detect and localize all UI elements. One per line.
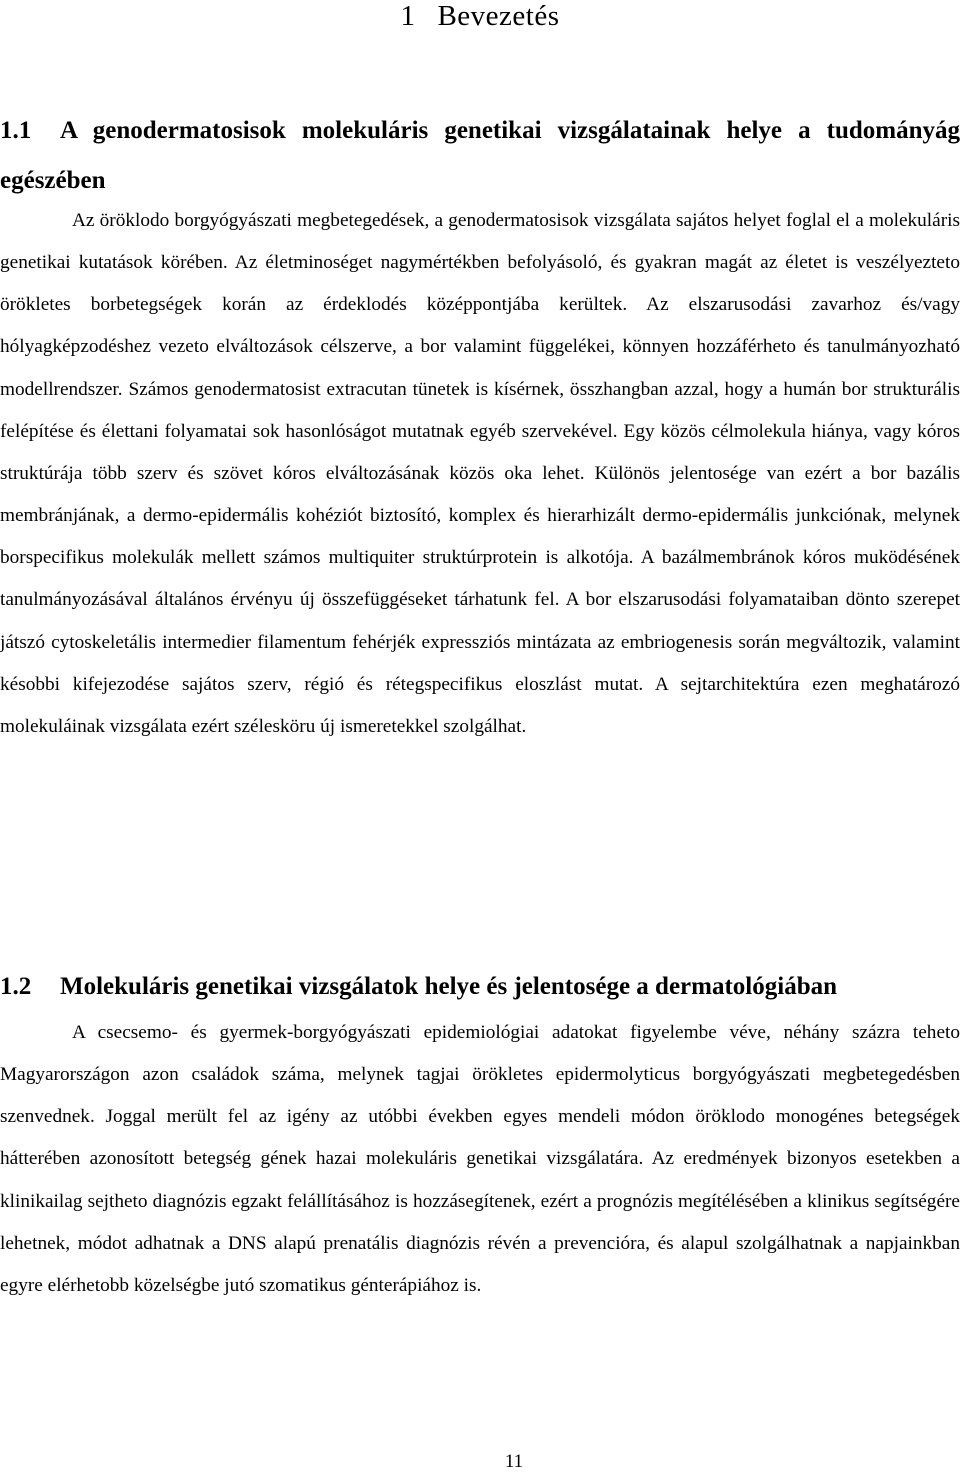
- section-1-1-paragraph: Az öröklodo borgyógyászati megbetegedések, a genodermatosisok vizsgálata sajátos helyet foglal el a molekuláris genetikai kutatások körében. Az életminoséget nagymértékben befolyásoló, és gyakran magát az életet is veszélyezteto örökletes borbetegségek korán az érdeklodés középpontjába kerültek. Az elszarusodási zavarhoz és/vagy hólyagképzodéshez vezeto elváltozások célszerve, a bor valamint függelékei, könnyen hozzáférheto és tanulmányozható modellrendszer. Számos genodermatosist extracutan tünetek is kísérnek, összhangban azzal, hogy a humán bor strukturális felépítése és élettani folyamatai sok hasonlóságot mutatnak egyéb szervekével. Egy közös célmolekula hiánya, vagy kóros struktúrája több szerv és szövet kóros elváltozásának közös oka lehet. Különös jelentosége van ezért a bor bazális membránjának, a dermo-epidermális kohéziót biztosító, komplex és hierarhizált dermo-epidermális junkciónak, melynek borspecifikus molekulák mellett számos multiquiter struktúrprotein is alkotója. A bazálmembránok kóros muködésének tanulmányozásával általános érvényu új összefüggéseket tárhatunk fel. A bor elszarusodási folyamataiban dönto szerepet játszó cytoskeletális intermedier filamentum fehérjék expressziós mintázata az embriogenesis során megváltozik, valamint késobbi kifejezodése sajátos szerv, régió és rétegspecifikus eloszlást mutat. A sejtarchitektúra ezen meghatározó molekuláinak vizsgálata ezért szélesköru új ismeretekkel szolgálhat.: [0, 210, 960, 737]
- section-1-2-title: Molekuláris genetikai vizsgálatok helye és jelentosége a dermatológiában: [60, 973, 838, 1000]
- section-1-1-number: 1.1: [0, 117, 32, 144]
- section-1-2-heading: [0, 962, 960, 1012]
- section-1-2-paragraph: A csecsemo- és gyermek-borgyógyászati epidemiológiai adatokat figyelembe véve, néhány százra teheto Magyarországon azon családok száma, melynek tagjai örökletes epidermolyticus borgyógyászati megbetegedésben szenvednek. Joggal merült fel az igény az utóbbi években egyes mendeli módon öröklodo monogénes betegségek hátterében azonosított betegség gének hazai molekuláris genetikai vizsgálatára. Az eredmények bizonyos esetekben a klinikailag sejtheto diagnózis egzakt felállításához is hozzásegítenek, ezért a prognózis megítélésében a klinikus segítségére lehetnek, módot adhatnak a DNS alapú prenatális diagnózis révén a prevencióra, és alapul szolgálhatnak a napjainkban egyre elérhetobb közelségbe jutó szomatikus génterápiához is.: [0, 1022, 960, 1296]
- page-number: 11: [504, 1451, 524, 1472]
- chapter-title: Bevezetés: [437, 0, 560, 32]
- chapter-heading: [0, 0, 960, 32]
- chapter-number: 1: [400, 0, 416, 32]
- section-1-2-number: 1.2: [0, 973, 32, 1000]
- section-1-1-heading: [0, 106, 960, 206]
- section-1-1-title: A genodermatosisok molekuláris genetikai vizsgálatainak helye a tudományág egészében: [0, 117, 960, 194]
